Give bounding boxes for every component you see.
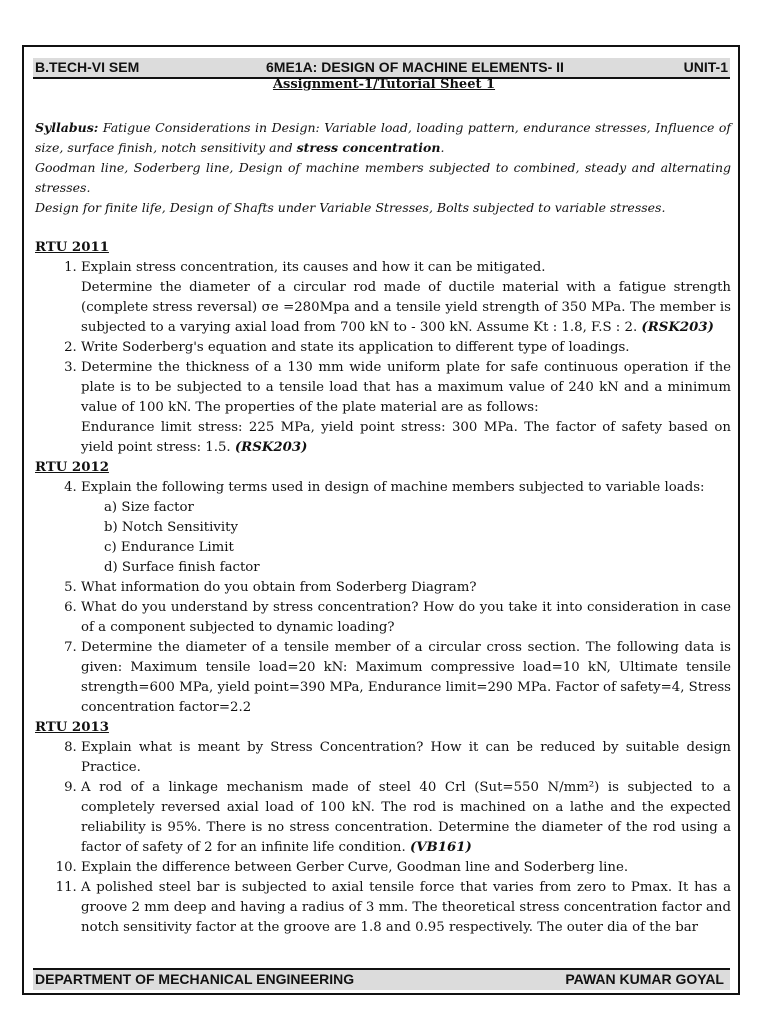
page-title: Assignment-1/Tutorial Sheet 1 (272, 77, 496, 92)
reference: (VB161) (409, 840, 472, 855)
section-title-rtu-2013: RTU 2013 (35, 720, 109, 735)
section-title-rtu-2012: RTU 2012 (35, 460, 109, 475)
reference: (RSK203) (641, 320, 714, 335)
question-4: 4. Explain the following terms used in design of machine members subjected to variable loads: (81, 478, 731, 498)
footer-author: PAWAN KUMAR GOYAL (565, 971, 724, 987)
question-list-2013 (35, 738, 731, 938)
header-unit: UNIT-1 (683, 59, 728, 75)
footer-department: DEPARTMENT OF MECHANICAL ENGINEERING (35, 971, 355, 987)
question-1: 1. Explain stress concentration, its causes and how it can be mitigated. Determine the diameter of a circular rod made of ductile material with a fatigue strength (complete stress reversal) σe =280Mpa and a tensile yield strength of 350 MPa. The member is subjected to a varying axial load from 700 kN to - 300 kN. Assume Kt : 1.8, F.S : 2. (RSK203) (81, 258, 731, 338)
syllabus-emphasis: stress concentration (296, 140, 441, 155)
syllabus-para-1: Syllabus: Fatigue Considerations in Design: Variable load, loading pattern, endurance stresses, Influence of size, surface finish, notch sensitivity and stress concentration. (35, 120, 731, 155)
sub-item-list (35, 498, 731, 578)
document-body (35, 118, 731, 938)
sub-item: a) Size factor (104, 500, 194, 515)
page-footer (33, 968, 730, 990)
page-header (33, 58, 730, 79)
reference: (RSK203) (234, 440, 308, 455)
syllabus-para-3: Design for finite life, Design of Shafts under Variable Stresses, Bolts subjected to variable stresses. (35, 200, 666, 215)
question-2: 2. Write Soderberg's equation and state its application to different type of loadings. (81, 338, 731, 358)
question-list-2011 (35, 258, 731, 458)
syllabus-label: Syllabus: (35, 120, 99, 135)
question-10: 10. Explain the difference between Gerber Curve, Goodman line and Soderberg line. (81, 858, 731, 878)
header-semester: B.TECH-VI SEM (35, 59, 140, 75)
sub-item: b) Notch Sensitivity (104, 520, 238, 535)
question-3: 3. Determine the thickness of a 130 mm wide uniform plate for safe continuous operation if the plate is to be subjected to a tensile load that has a maximum value of 240 kN and a minimum value of 100 kN. The properties of the plate material are as follows: Endurance limit stress: 225 MPa, yield point stress: 300 MPa. The factor of safety based on yield point stress: 1.5. (RSK203) (81, 358, 731, 458)
sub-item: c) Endurance Limit (104, 540, 234, 555)
question-7: 7. Determine the diameter of a tensile member of a circular cross section. The following data is given: Maximum tensile load=20 kN: Maximum compressive load=10 kN, Ultimate tensile strength=600 MPa, yield point=390 MPa, Endurance limit=290 MPa. Factor of safety=4, Stress concentration factor=2.2 (81, 638, 731, 718)
syllabus (35, 118, 731, 218)
sub-item: d) Surface finish factor (104, 560, 260, 575)
header-course: 6ME1A: DESIGN OF MACHINE ELEMENTS- II (266, 59, 564, 75)
question-list-2012 (35, 478, 731, 498)
question-8: 8. Explain what is meant by Stress Concentration? How it can be reduced by suitable design Practice. (81, 738, 731, 778)
section-title-rtu-2011: RTU 2011 (35, 240, 109, 255)
question-list-2012-cont (35, 578, 731, 718)
question-9: 9. A rod of a linkage mechanism made of steel 40 Crl (Sut=550 N/mm²) is subjected to a completely reversed axial load of 100 kN. The rod is machined on a lathe and the expected reliability is 95%. There is no stress concentration. Determine the diameter of the rod using a factor of safety of 2 for an infinite life condition. (VB161) (81, 778, 731, 858)
question-5: 5. What information do you obtain from Soderberg Diagram? (81, 578, 731, 598)
question-6: 6. What do you understand by stress concentration? How do you take it into consideration in case of a component subjected to dynamic loading? (81, 598, 731, 638)
question-11: 11. A polished steel bar is subjected to axial tensile force that varies from zero to Pmax. It has a groove 2 mm deep and having a radius of 3 mm. The theoretical stress concentration factor and notch sensitivity factor at the groove are 1.8 and 0.95 respectively. The outer dia of the bar (81, 878, 731, 938)
syllabus-para-2: Goodman line, Soderberg line, Design of machine members subjected to combined, steady and alternating stresses. (35, 160, 731, 195)
syllabus-text: Fatigue Considerations in Design: Variable load, loading pattern, endurance stresses, Influence of size, surface finish, notch sensitivity and (35, 120, 731, 155)
